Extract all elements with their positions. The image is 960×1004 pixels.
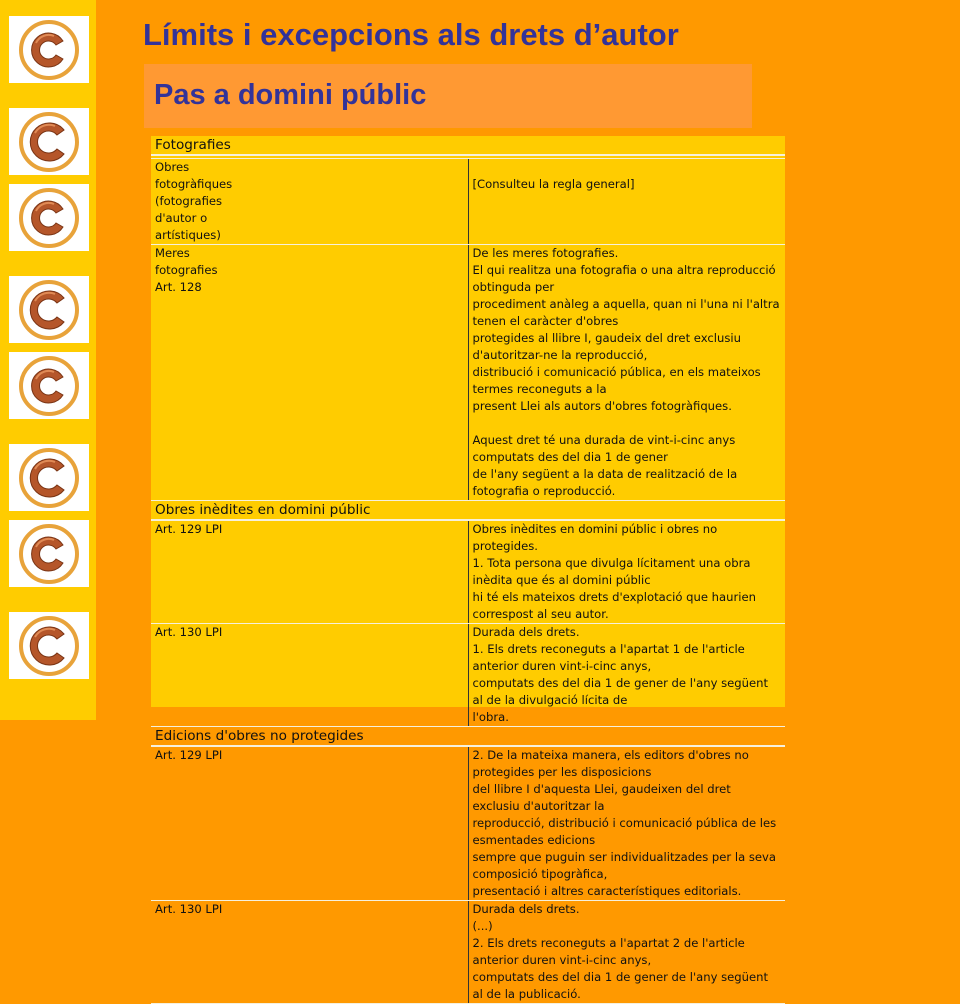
table-row xyxy=(151,746,785,901)
page-subtitle: Pas a domini públic xyxy=(154,79,427,111)
public-domain-table xyxy=(151,136,785,1004)
row-text: 2. De la mateixa manera, els editors d'obres no protegides per les disposicions del llibre I d'aquesta Llei, gaudeixen del dret exclusiu d'autoritzar la reproducció, distribució i comunicació pública de les esmentades edicions sempre que puguin ser individualitzades per la seva composició tipogràfica, presentació i altres característiques editorials. xyxy=(468,746,785,901)
logo-tile xyxy=(9,444,89,511)
logo-tile xyxy=(9,612,89,679)
donut-c-logo-icon xyxy=(14,279,84,341)
section-row xyxy=(151,726,785,746)
logo-tile xyxy=(9,16,89,83)
sidebar xyxy=(0,0,96,720)
row-text: Durada dels drets. 1. Els drets reconeguts a l'apartat 1 de l'article anterior duren vint-i-cinc anys, computats des del dia 1 de gener de l'any següent al de la divulgació lícita de l'obra. xyxy=(468,623,785,726)
logo-tile xyxy=(9,184,89,251)
donut-c-logo-icon xyxy=(14,19,84,81)
section-row xyxy=(151,500,785,520)
row-label: Art. 130 LPI xyxy=(151,623,468,726)
donut-c-logo-icon xyxy=(14,355,84,417)
logo-tile xyxy=(9,276,89,343)
section-header-edicions: Edicions d'obres no protegides xyxy=(151,726,785,746)
row-text: [Consulteu la regla general] xyxy=(468,158,785,244)
page-title: Límits i excepcions als drets d’autor xyxy=(143,17,679,52)
content-table-image xyxy=(151,136,785,1001)
section-header-fotografies: Fotografies xyxy=(151,136,785,155)
subtitle-box xyxy=(144,64,752,128)
row-label: Obres fotogràfiques (fotografies d'autor o artístiques) xyxy=(151,158,468,244)
table-row xyxy=(151,520,785,624)
row-text: Obres inèdites en domini públic i obres no protegides. 1. Tota persona que divulga lícitament una obra inèdita que és al domini públic hi té els mateixos drets d'explotació que haurien correspost al seu autor. xyxy=(468,520,785,624)
donut-c-logo-icon xyxy=(14,447,84,509)
table-row xyxy=(151,900,785,1003)
table-row xyxy=(151,623,785,726)
donut-c-logo-icon xyxy=(14,111,84,173)
row-label: Art. 130 LPI xyxy=(151,900,468,1003)
donut-c-logo-icon xyxy=(14,615,84,677)
donut-c-logo-icon xyxy=(14,187,84,249)
logo-tile xyxy=(9,520,89,587)
table-row xyxy=(151,244,785,500)
donut-c-logo-icon xyxy=(14,523,84,585)
row-label: Art. 129 LPI xyxy=(151,520,468,624)
row-text: De les meres fotografies. El qui realitza una fotografia o una altra reproducció obtinguda per procediment anàleg a aquella, quan ni l'una ni l'altra tenen el caràcter d'obres protegides al llibre I, gaudeix del dret exclusiu d'autoritzar-ne la reproducció, distribució i comunicació pública, en els mateixos termes reconeguts a la present Llei als autors d'obres fotogràfiques. Aquest dret té una durada de vint-i-cinc anys computats des del dia 1 de gener de l'any següent a la data de realització de la fotografia o reproducció. xyxy=(468,244,785,500)
logo-tile xyxy=(9,108,89,175)
section-header-inedites: Obres inèdites en domini públic xyxy=(151,500,785,520)
row-label: Meres fotografies Art. 128 xyxy=(151,244,468,500)
row-label: Art. 129 LPI xyxy=(151,746,468,901)
logo-tile xyxy=(9,352,89,419)
row-text: Durada dels drets. (...) 2. Els drets reconeguts a l'apartat 2 de l'article anterior duren vint-i-cinc anys, computats des del dia 1 de gener de l'any següent al de la publicació. xyxy=(468,900,785,1003)
table-row xyxy=(151,158,785,244)
section-row xyxy=(151,136,785,155)
